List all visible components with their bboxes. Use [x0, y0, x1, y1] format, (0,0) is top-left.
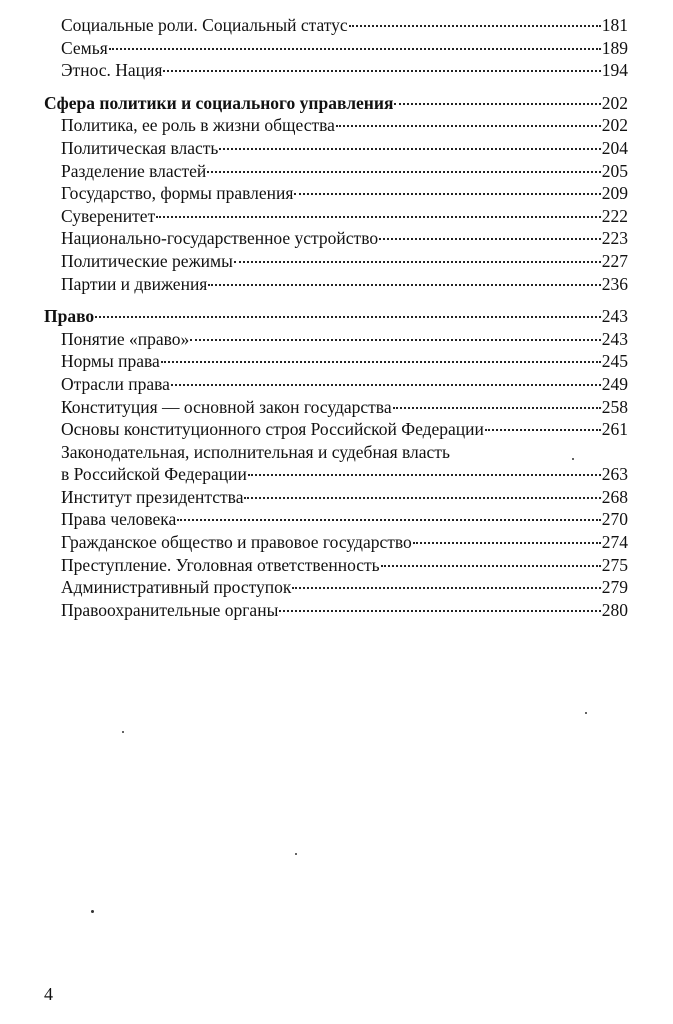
toc-entry-title: Правоохранительные органы: [61, 599, 279, 620]
toc-entry: [44, 14, 628, 37]
toc-entry: [44, 114, 628, 137]
dot-leader: [163, 70, 600, 72]
toc-entry-title: Политическая власть: [61, 137, 219, 158]
dot-leader: [379, 238, 601, 240]
dot-leader: [393, 407, 601, 409]
toc-entry: [44, 599, 628, 622]
toc-entry-title: Административный проступок: [61, 577, 292, 598]
toc-entry: [44, 59, 628, 82]
toc-entry-title: Суверенитет: [61, 205, 156, 226]
toc-entry-page: 270: [601, 509, 628, 530]
toc-entry: [44, 250, 628, 273]
toc-entry: [44, 137, 628, 160]
toc-entry-title: Права человека: [61, 509, 177, 530]
toc-entry-page: 275: [601, 554, 628, 575]
dot-leader: [381, 565, 601, 567]
toc-entry: [44, 227, 628, 250]
scan-speck: [295, 853, 297, 855]
toc-entry-title: в Российской Федерации: [61, 464, 247, 485]
toc-entry-title: Законодательная, исполнительная и судебная власть: [61, 441, 450, 462]
dot-leader: [190, 339, 601, 341]
toc-entry-first-line: [44, 441, 628, 464]
toc-entry-page: 205: [601, 160, 628, 181]
toc-entry-page: 223: [601, 228, 628, 249]
toc-entry: [44, 373, 628, 396]
toc-entry-page: 258: [601, 396, 628, 417]
toc-entry-page: 243: [601, 306, 628, 327]
toc-entry: [44, 396, 628, 419]
dot-leader: [161, 361, 601, 363]
toc-entry-page: 209: [601, 183, 628, 204]
toc-entry-page: 194: [601, 60, 628, 81]
dot-leader: [485, 429, 601, 431]
dot-leader: [95, 316, 601, 318]
toc-entry: [44, 328, 628, 351]
toc-entry: [44, 205, 628, 228]
dot-leader: [292, 587, 600, 589]
toc-entry-title: Политика, ее роль в жизни общества: [61, 115, 335, 136]
toc-entry: [44, 182, 628, 205]
toc-entry-title: Политические режимы: [61, 250, 233, 271]
toc-entry-page: 222: [601, 205, 628, 226]
toc-entry-title: Семья: [61, 37, 108, 58]
toc-section-heading: [44, 92, 628, 115]
toc-entry: [44, 350, 628, 373]
toc-entry-page: 243: [601, 328, 628, 349]
dot-leader: [294, 193, 600, 195]
toc-entry-page: 227: [601, 250, 628, 271]
dot-leader: [413, 542, 601, 544]
dot-leader: [109, 48, 601, 50]
dot-leader: [171, 384, 601, 386]
toc-entry-page: 274: [601, 532, 628, 553]
toc-entry-page: 279: [601, 577, 628, 598]
toc-entry-title: Институт президентства: [61, 486, 244, 507]
toc-entry-title: Государство, формы правления: [61, 183, 294, 204]
toc-entry: [44, 418, 628, 441]
toc-entry: [44, 531, 628, 554]
toc-section-title: Право: [44, 306, 95, 327]
toc-entry-page: 202: [601, 92, 628, 113]
toc-entry-title: Нормы права: [61, 351, 160, 372]
toc-entry-title: Этнос. Нация: [61, 60, 163, 81]
dot-leader: [177, 519, 600, 521]
dot-leader: [234, 261, 601, 263]
toc-section-heading: [44, 305, 628, 328]
toc-entry-title: Конституция — основной закон государства: [61, 396, 392, 417]
scan-speck: [122, 731, 124, 733]
toc-entry-title: Разделение властей: [61, 160, 207, 181]
toc-entry-title: Партии и движения: [61, 273, 208, 294]
toc-entry-title: Отрасли права: [61, 373, 170, 394]
toc-entry-page: 189: [601, 37, 628, 58]
dot-leader: [244, 497, 600, 499]
dot-leader: [336, 125, 601, 127]
toc-entry-page: 268: [601, 486, 628, 507]
toc-entry: [44, 576, 628, 599]
toc-entry-page: 249: [601, 373, 628, 394]
toc-entry: [44, 37, 628, 60]
toc-entry: [44, 463, 628, 486]
dot-leader: [207, 171, 601, 173]
toc-entry: [44, 554, 628, 577]
toc-entry: [44, 160, 628, 183]
toc-entry-page: 280: [601, 599, 628, 620]
dot-leader: [248, 474, 601, 476]
toc-entry-title: Национально-государственное устройство: [61, 228, 379, 249]
toc-entry-page: 236: [601, 273, 628, 294]
toc-entry-title: Гражданское общество и правовое государство: [61, 532, 412, 553]
table-of-contents: [44, 14, 628, 621]
toc-entry-title: Основы конституционного строя Российской Федерации: [61, 419, 484, 440]
toc-entry: [44, 486, 628, 509]
dot-leader: [156, 216, 601, 218]
toc-entry-page: 202: [601, 115, 628, 136]
toc-section-title: Сфера политики и социального управления: [44, 92, 394, 113]
toc-entry-title: Социальные роли. Социальный статус: [61, 15, 348, 35]
page-number: 4: [44, 984, 53, 1004]
toc-entry-page: 263: [601, 464, 628, 485]
toc-entry-page: 261: [601, 419, 628, 440]
scan-speck: [585, 712, 587, 714]
dot-leader: [208, 284, 600, 286]
toc-entry: [44, 273, 628, 296]
scan-speck: [572, 458, 574, 460]
toc-entry: [44, 508, 628, 531]
dot-leader: [349, 25, 601, 27]
toc-entry-title: Понятие «право»: [61, 328, 190, 349]
dot-leader: [219, 148, 600, 150]
toc-entry-title: Преступление. Уголовная ответственность: [61, 554, 380, 575]
toc-entry-page: 245: [601, 351, 628, 372]
toc-entry-page: 204: [601, 137, 628, 158]
dot-leader: [279, 610, 600, 612]
scan-speck: [91, 910, 94, 913]
toc-entry-page: 181: [601, 15, 628, 35]
dot-leader: [394, 103, 600, 105]
